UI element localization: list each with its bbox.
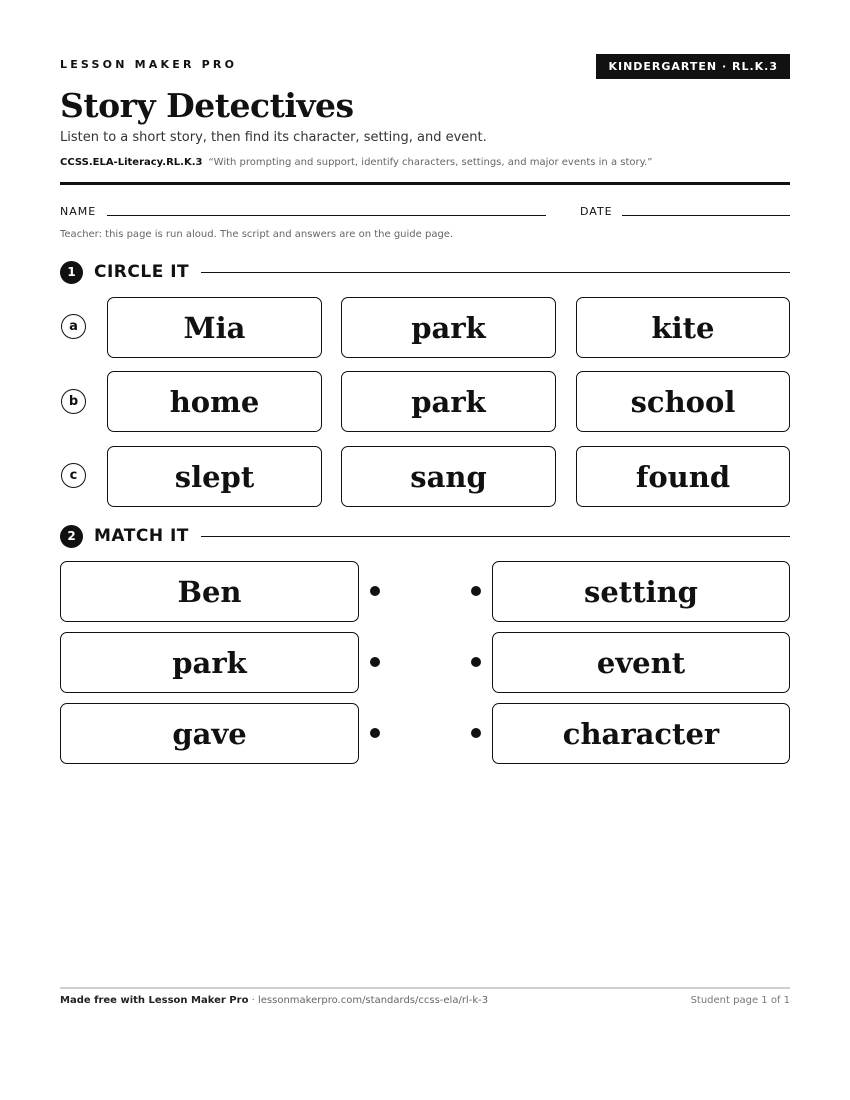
standard-quote: “With prompting and support, identify characters, settings, and major events in a story.” — [208, 157, 653, 168]
standard-code: CCSS.ELA-Literacy.RL.K.3 — [60, 157, 203, 168]
circle-word-box[interactable]: park — [341, 371, 556, 432]
row-letter-b: b — [61, 389, 86, 414]
match-dot-left[interactable] — [370, 586, 380, 596]
circle-word-box[interactable]: found — [576, 446, 790, 507]
date-write-line[interactable] — [622, 215, 790, 216]
footer-made-with: Made free with Lesson Maker Pro — [60, 995, 249, 1006]
match-right-box[interactable]: event — [492, 632, 790, 693]
section-circle-it-header — [60, 260, 790, 284]
footer-url: · lessonmakerpro.com/standards/ccss-ela/rl-k-3 — [248, 995, 489, 1006]
match-right-box[interactable]: setting — [492, 561, 790, 622]
name-write-line[interactable] — [107, 215, 546, 216]
row-letter-a: a — [61, 314, 86, 339]
circle-word-box[interactable]: park — [341, 297, 556, 358]
match-dot-right[interactable] — [471, 728, 481, 738]
teacher-note: Teacher: this page is run aloud. The script and answers are on the guide page. — [60, 229, 454, 240]
circle-word-box[interactable]: slept — [107, 446, 322, 507]
brand-name: LESSON MAKER PRO — [60, 58, 238, 71]
grade-badge: KINDERGARTEN · RL.K.3 — [596, 54, 790, 79]
circle-word-box[interactable]: school — [576, 371, 790, 432]
row-letter-c: c — [61, 463, 86, 488]
section-match-it-header — [60, 524, 790, 548]
circle-word-box[interactable]: home — [107, 371, 322, 432]
date-label: DATE — [580, 205, 613, 218]
worksheet-page — [60, 0, 790, 1100]
section-number: 2 — [60, 525, 83, 548]
standard-line — [60, 157, 652, 168]
section-rule — [201, 536, 790, 537]
page-title: Story Detectives — [60, 86, 354, 125]
match-dot-left[interactable] — [370, 728, 380, 738]
name-label: NAME — [60, 205, 97, 218]
section-number: 1 — [60, 261, 83, 284]
footer-credit — [60, 995, 488, 1006]
section-rule — [201, 272, 790, 273]
page-subtitle: Listen to a short story, then find its character, setting, and event. — [60, 130, 487, 145]
circle-word-box[interactable]: kite — [576, 297, 790, 358]
match-dot-left[interactable] — [370, 657, 380, 667]
header-divider — [60, 182, 790, 185]
match-right-box[interactable]: character — [492, 703, 790, 764]
match-dot-right[interactable] — [471, 586, 481, 596]
circle-word-box[interactable]: sang — [341, 446, 556, 507]
footer-page-label: Student page 1 of 1 — [690, 995, 790, 1006]
match-left-box[interactable]: park — [60, 632, 359, 693]
footer-divider — [60, 987, 790, 989]
match-left-box[interactable]: Ben — [60, 561, 359, 622]
section-title: CIRCLE IT — [94, 262, 190, 282]
match-left-box[interactable]: gave — [60, 703, 359, 764]
match-dot-right[interactable] — [471, 657, 481, 667]
section-title: MATCH IT — [94, 526, 189, 546]
circle-word-box[interactable]: Mia — [107, 297, 322, 358]
